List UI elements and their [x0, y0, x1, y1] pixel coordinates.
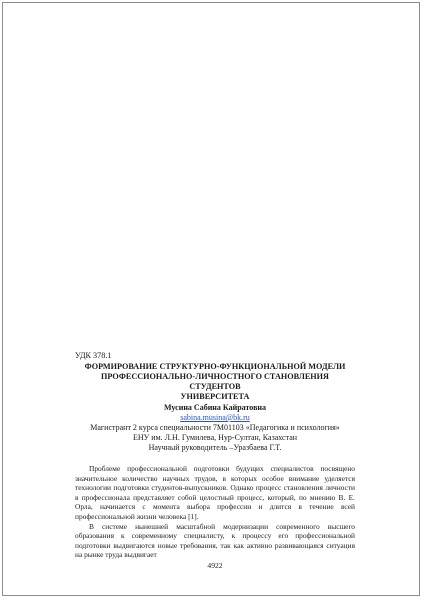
author-name: Мусина Сабина Кайратовна: [163, 403, 267, 412]
author-position: Магистрант 2 курса специальности 7М01103 «Педагогика и психология»: [90, 423, 340, 432]
article-title: [75, 362, 355, 402]
body-paragraph: В системе нынешней масштабной модернизации современного высшего образования к современному специалисту, к процессу его профессиональной подготовки выдвигаются новые требования, так как активно развивающаяся ситуация на рынке труда выдвигает: [75, 521, 355, 560]
faded-header-line: УНИВЕРСИТЕТА: [183, 125, 253, 134]
author-email-link[interactable]: sabina.musina@bk.ru: [180, 413, 250, 422]
title-line: ПРОФЕССИОНАЛЬНО-ЛИЧНОСТНОГО СТАНОВЛЕНИЯ СТУДЕНТОВ: [101, 372, 329, 391]
article-body: [75, 464, 355, 560]
author-affiliation: ЕНУ им. Л.Н. Гумилева, Нур-Султан, Казахстан: [132, 433, 298, 442]
title-line: ФОРМИРОВАНИЕ СТРУКТУРНО-ФУНКЦИОНАЛЬНОЙ МОДЕЛИ: [84, 362, 346, 371]
page-number: 4922: [207, 561, 223, 570]
author-block: [75, 403, 355, 453]
faded-header-line: ПРОФЕССИОНАЛЬНО-ЛИЧНОСТНОГО СТАНОВЛЕНИЯ СТУДЕНТОВ: [104, 105, 332, 124]
faded-header-line: ФОРМИРОВАНИЕ СТРУКТУРНО-ФУНКЦИОНАЛЬНОЙ МОДЕЛИ: [87, 95, 349, 104]
body-paragraph: Проблеме профессиональной подготовки будущих специалистов посвящено значительное количество научных трудов, в которых особое внимание уделяется технологии подготовки студентов-выпускников. Однако процесс становления личности в профессионала представляет собой целостный процесс, который, по мнению В. Е. Орла, начинается с момента выбора профессии и длится в течение всей профессиональной жизни человека [1].: [75, 464, 355, 521]
author-supervisor: Научный руководитель –Уразбаева Г.Т.: [148, 443, 282, 452]
udc-code: УДК 378.1: [75, 351, 112, 360]
faded-header-heading: [78, 95, 358, 135]
title-line: УНИВЕРСИТЕТА: [180, 392, 250, 401]
